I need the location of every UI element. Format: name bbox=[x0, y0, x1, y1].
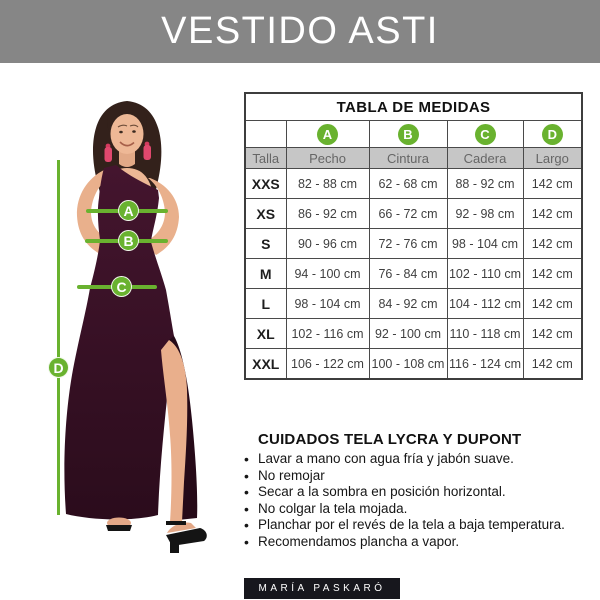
earring-right-tassel bbox=[144, 145, 152, 160]
care-item: • Recomendamos plancha a vapor. bbox=[244, 534, 594, 551]
size-cell: XS bbox=[245, 199, 286, 229]
marker-a: A bbox=[118, 200, 139, 221]
size-cell: XXS bbox=[245, 169, 286, 199]
cintura-cell: 76 - 84 cm bbox=[369, 259, 447, 289]
largo-cell: 142 cm bbox=[523, 349, 582, 380]
pecho-cell: 94 - 100 cm bbox=[286, 259, 369, 289]
cadera-cell: 102 - 110 cm bbox=[447, 259, 523, 289]
care-section bbox=[244, 431, 594, 550]
table-title-row bbox=[245, 93, 582, 121]
right-sandal-heel bbox=[170, 542, 179, 553]
table-header-row bbox=[245, 148, 582, 169]
earring-left-tassel bbox=[105, 147, 113, 162]
table-row-s bbox=[245, 229, 582, 259]
table-marker-c: C bbox=[475, 124, 496, 145]
pecho-cell: 90 - 96 cm bbox=[286, 229, 369, 259]
pecho-cell: 82 - 88 cm bbox=[286, 169, 369, 199]
care-item: • Secar a la sombra en posición horizontal. bbox=[244, 484, 594, 501]
table-row-l bbox=[245, 289, 582, 319]
care-item: • No remojar bbox=[244, 468, 594, 485]
marker-b: B bbox=[118, 230, 139, 251]
model-leg bbox=[161, 340, 187, 522]
table-marker-d: D bbox=[542, 124, 563, 145]
col-header-talla: Talla bbox=[245, 148, 286, 169]
header-bar bbox=[0, 0, 600, 63]
table-row-xl bbox=[245, 319, 582, 349]
model-eye-right bbox=[132, 130, 136, 133]
cadera-cell: 104 - 112 cm bbox=[447, 289, 523, 319]
pecho-cell: 86 - 92 cm bbox=[286, 199, 369, 229]
table-row-xs bbox=[245, 199, 582, 229]
table-marker-b: B bbox=[398, 124, 419, 145]
cadera-cell: 110 - 118 cm bbox=[447, 319, 523, 349]
care-title: CUIDADOS TELA LYCRA Y DUPONT bbox=[258, 431, 522, 448]
col-header-cintura: Cintura bbox=[369, 148, 447, 169]
largo-cell: 142 cm bbox=[523, 319, 582, 349]
brand-name: MARÍA PASKARÓ bbox=[258, 583, 386, 594]
table-row-m bbox=[245, 259, 582, 289]
cadera-cell: 92 - 98 cm bbox=[447, 199, 523, 229]
model-illustration bbox=[0, 90, 250, 560]
largo-cell: 142 cm bbox=[523, 229, 582, 259]
model-face bbox=[111, 114, 144, 154]
model-photo bbox=[0, 90, 250, 560]
largo-cell: 142 cm bbox=[523, 289, 582, 319]
care-list bbox=[244, 451, 594, 550]
cintura-cell: 72 - 76 cm bbox=[369, 229, 447, 259]
table-row-xxl bbox=[245, 349, 582, 380]
largo-cell: 142 cm bbox=[523, 169, 582, 199]
table-row-xxs bbox=[245, 169, 582, 199]
pecho-cell: 102 - 116 cm bbox=[286, 319, 369, 349]
cintura-cell: 92 - 100 cm bbox=[369, 319, 447, 349]
size-table-title: TABLA DE MEDIDAS bbox=[245, 93, 582, 121]
col-header-largo: Largo bbox=[523, 148, 582, 169]
table-marker-row bbox=[245, 121, 582, 148]
page-title: VESTIDO ASTI bbox=[161, 10, 439, 52]
right-sandal-strap bbox=[166, 521, 186, 525]
size-cell: XXL bbox=[245, 349, 286, 380]
left-sandal bbox=[106, 525, 132, 531]
pecho-cell: 98 - 104 cm bbox=[286, 289, 369, 319]
model-eye-left bbox=[119, 131, 123, 134]
col-header-cadera: Cadera bbox=[447, 148, 523, 169]
size-cell: XL bbox=[245, 319, 286, 349]
cintura-cell: 84 - 92 cm bbox=[369, 289, 447, 319]
size-table bbox=[244, 92, 583, 380]
cintura-cell: 62 - 68 cm bbox=[369, 169, 447, 199]
marker-c: C bbox=[111, 276, 132, 297]
table-marker-a: A bbox=[317, 124, 338, 145]
care-item: • Lavar a mano con agua fría y jabón suave. bbox=[244, 451, 594, 468]
pecho-cell: 106 - 122 cm bbox=[286, 349, 369, 380]
cadera-cell: 116 - 124 cm bbox=[447, 349, 523, 380]
size-cell: S bbox=[245, 229, 286, 259]
cintura-cell: 66 - 72 cm bbox=[369, 199, 447, 229]
brand-logo bbox=[244, 578, 400, 599]
largo-cell: 142 cm bbox=[523, 199, 582, 229]
cintura-cell: 100 - 108 cm bbox=[369, 349, 447, 380]
size-cell: L bbox=[245, 289, 286, 319]
care-item: • Planchar por el revés de la tela a baja temperatura. bbox=[244, 517, 594, 534]
cadera-cell: 88 - 92 cm bbox=[447, 169, 523, 199]
length-measure-line-d bbox=[57, 160, 60, 515]
cadera-cell: 98 - 104 cm bbox=[447, 229, 523, 259]
marker-d: D bbox=[48, 357, 69, 378]
care-item: • No colgar la tela mojada. bbox=[244, 501, 594, 518]
col-header-pecho: Pecho bbox=[286, 148, 369, 169]
corner-cell bbox=[245, 121, 286, 148]
size-cell: M bbox=[245, 259, 286, 289]
largo-cell: 142 cm bbox=[523, 259, 582, 289]
